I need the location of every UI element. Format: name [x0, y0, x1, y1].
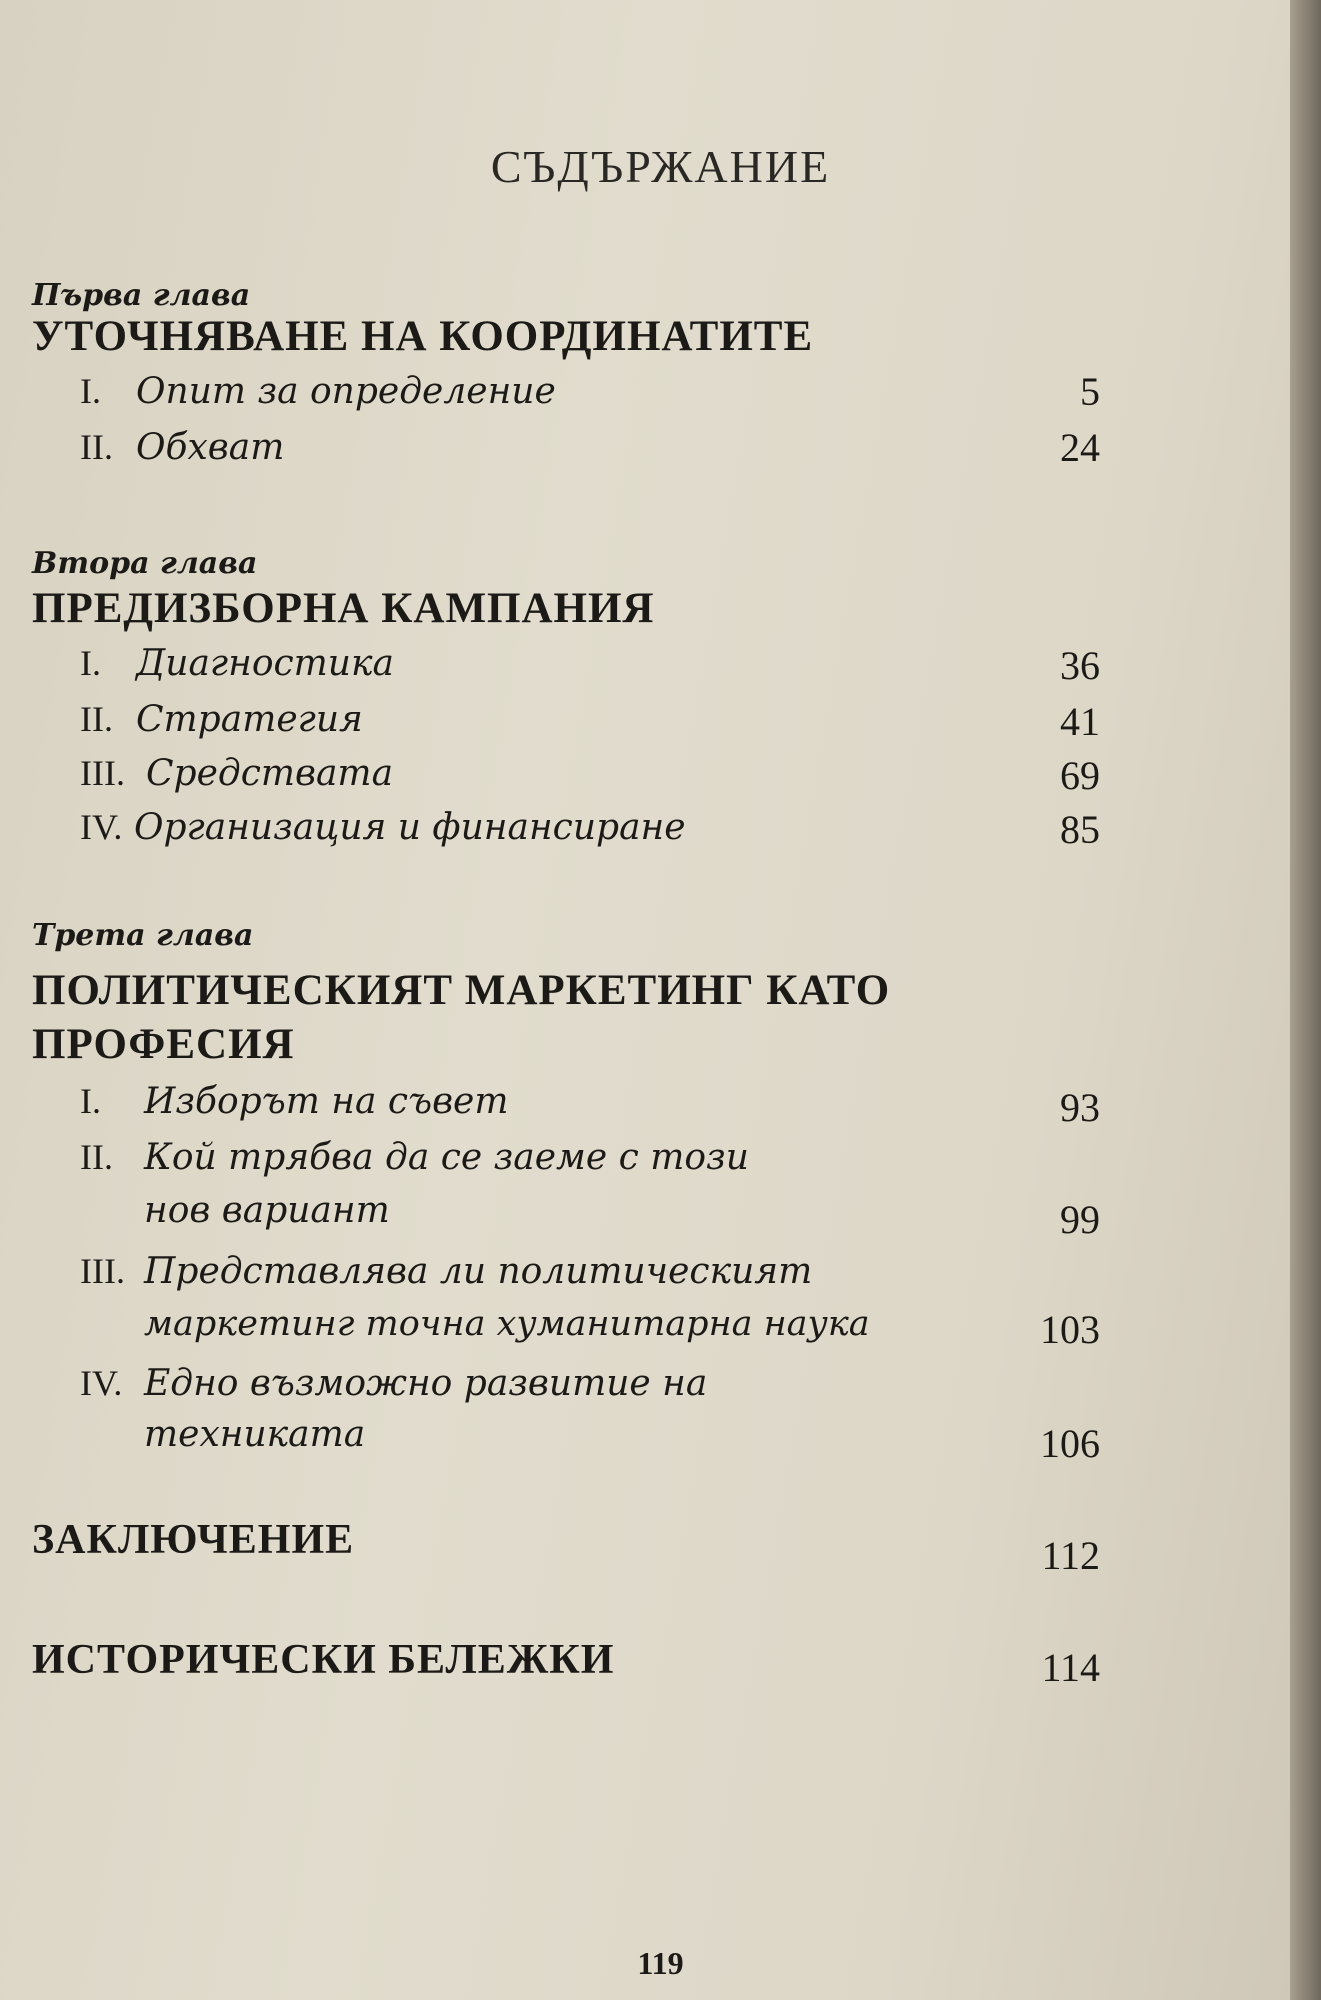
entry-page-number: 5 [1080, 369, 1100, 414]
toc-entry [80, 806, 686, 848]
folio-page-number: 119 [637, 1945, 684, 1981]
toc-entry [80, 1080, 508, 1122]
entry-title: Опит за определение [136, 371, 556, 412]
toc-entry [80, 1136, 749, 1178]
toc-entry [80, 642, 394, 684]
chapter-1-title: УТОЧНЯВАНЕ НА КООРДИНАТИТЕ [32, 313, 814, 360]
entry-number: II. [80, 427, 113, 467]
entry-page-number: 85 [1060, 807, 1100, 852]
page-edge-shadow [1290, 0, 1321, 2000]
entry-number: I. [80, 643, 101, 683]
toc-entry-continuation: маркетинг точна хуманитарна наука [144, 1304, 870, 1344]
entry-title: Изборът на съвет [144, 1081, 509, 1122]
entry-number: IV. [80, 1363, 123, 1403]
entry-title: Представлява ли политическият [144, 1251, 813, 1292]
entry-page-number: 93 [1060, 1085, 1100, 1130]
chapter-2-title: ПРЕДИЗБОРНА КАМПАНИЯ [32, 585, 655, 632]
historical-notes-title: ИСТОРИЧЕСКИ БЕЛЕЖКИ [32, 1637, 615, 1683]
entry-title: Кой трябва да се заеме с този [144, 1137, 749, 1178]
chapter-3-label: Трета глава [32, 918, 254, 953]
toc-entry-continuation: нов вариант [144, 1190, 390, 1231]
toc-entry [80, 752, 393, 794]
entry-title: Обхват [136, 427, 285, 468]
entry-page-number: 41 [1060, 699, 1100, 744]
entry-number: I. [80, 371, 101, 411]
entry-page-number: 69 [1060, 753, 1100, 798]
entry-page-number: 99 [1060, 1197, 1100, 1242]
chapter-2-label: Втора глава [32, 546, 258, 581]
entry-title: Диагностика [136, 643, 394, 684]
chapter-3-title: ПОЛИТИЧЕСКИЯТ МАРКЕТИНГ КАТО [32, 967, 891, 1014]
toc-entry-continuation: техниката [144, 1414, 366, 1455]
entry-page-number: 24 [1060, 425, 1100, 470]
entry-number: III. [80, 1251, 125, 1291]
entry-page-number: 106 [1040, 1421, 1100, 1466]
entry-title: Стратегия [136, 699, 363, 740]
contents-heading: СЪДЪРЖАНИЕ [490, 141, 831, 192]
toc-entry [80, 426, 284, 468]
toc-entry [80, 698, 363, 740]
entry-page-number: 36 [1060, 643, 1100, 688]
entry-number: II. [80, 1137, 113, 1177]
conclusion-title: ЗАКЛЮЧЕНИЕ [32, 1517, 355, 1563]
chapter-1-label: Първа глава [32, 278, 251, 313]
toc-entry [80, 1362, 707, 1404]
entry-title: Едно възможно развитие на [144, 1363, 708, 1404]
entry-number: I. [80, 1081, 101, 1121]
historical-notes-page-number: 114 [1041, 1645, 1100, 1690]
toc-entry [80, 370, 556, 412]
entry-number: II. [80, 699, 113, 739]
entry-page-number: 103 [1040, 1307, 1100, 1352]
chapter-3-title-continued: ПРОФЕСИЯ [32, 1021, 295, 1068]
entry-number: IV. [80, 807, 123, 847]
entry-title: Организация и финансиране [134, 807, 686, 848]
entry-number: III. [80, 753, 125, 793]
entry-title: Средствата [146, 753, 394, 794]
toc-entry [80, 1250, 812, 1292]
conclusion-page-number: 112 [1041, 1533, 1100, 1578]
